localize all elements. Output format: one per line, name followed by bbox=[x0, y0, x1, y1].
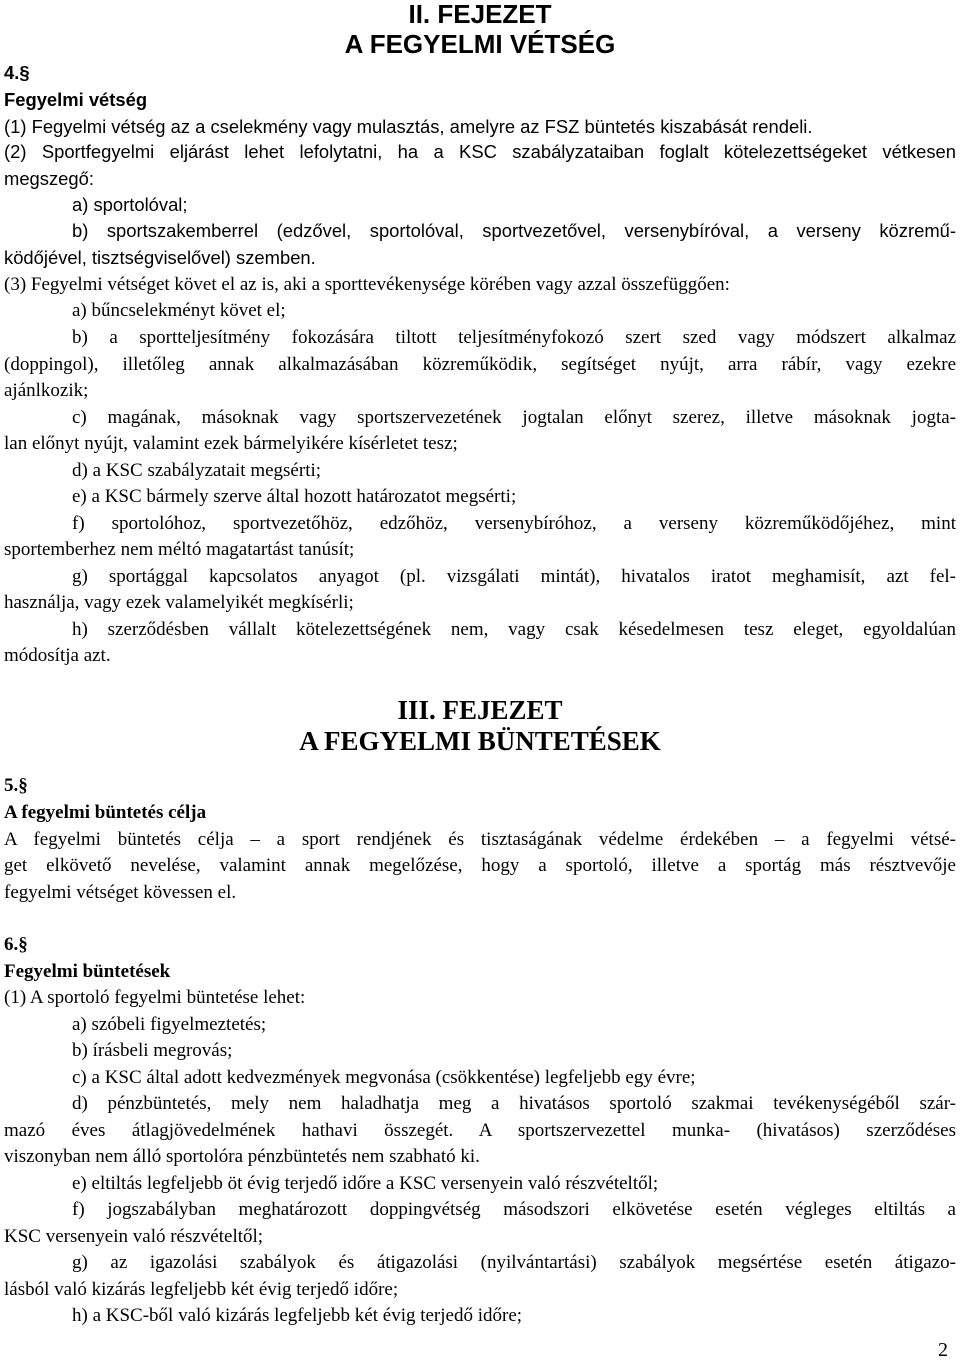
list-item: a) sportolóval; bbox=[72, 194, 188, 215]
list-item: a) bűncselekményt követ el; bbox=[72, 300, 286, 321]
list-item: d) a KSC szabályzatait megsérti; bbox=[72, 460, 322, 481]
list-item: b) a sportteljesítmény fokozására tiltott teljesítményfokozó szert szed vagy módszert alkalmaz bbox=[72, 327, 956, 348]
list-item-continuation: viszonyban nem álló sportolóra pénzbüntetés nem szabható ki. bbox=[4, 1146, 480, 1167]
list-item-continuation: sportemberhez nem méltó magatartást tanúsít; bbox=[4, 539, 355, 560]
list-item-continuation: módosítja azt. bbox=[4, 645, 111, 666]
list-item: h) a KSC-ből való kizárás legfeljebb két évig terjedő időre; bbox=[72, 1305, 523, 1326]
list-item: c) a KSC által adott kedvezmények megvonása (csökkentése) legfeljebb egy évre; bbox=[72, 1067, 696, 1088]
chapter-subtitle: A FEGYELMI VÉTSÉG bbox=[344, 29, 616, 59]
section-heading: Fegyelmi büntetések bbox=[4, 961, 171, 982]
list-item: e) a KSC bármely szerve által hozott határozatot megsérti; bbox=[72, 486, 517, 507]
section-number: 4.§ bbox=[4, 62, 30, 83]
paragraph-line: (3) Fegyelmi vétséget követ el az is, aki a sporttevékenysége körében vagy azzal összefüggően: bbox=[4, 274, 730, 295]
chapter-title: II. FEJEZET bbox=[408, 0, 552, 29]
list-item: a) szóbeli figyelmeztetés; bbox=[72, 1014, 267, 1035]
list-item-continuation: (doppingol), illetőleg annak alkalmazásában közreműködik, segítséget nyújt, arra rábír, vagy ezekre bbox=[4, 354, 956, 375]
paragraph-line: fegyelmi vétséget kövessen el. bbox=[4, 882, 237, 903]
page-number: 2 bbox=[938, 1339, 948, 1361]
list-item-continuation: használja, vagy ezek valamelyikét megkísérli; bbox=[4, 592, 354, 613]
list-item: b) írásbeli megrovás; bbox=[72, 1040, 233, 1061]
list-item: f) jogszabályban meghatározott doppingvétség másodszori elkövetése esetén végleges eltiltás a bbox=[72, 1199, 956, 1220]
list-item: d) pénzbüntetés, mely nem haladhatja meg a hivatásos sportoló szakmai tevékenységéből szár- bbox=[72, 1093, 956, 1114]
list-item-continuation: lan előnyt nyújt, valamint ezek bármelyikére kísérletet tesz; bbox=[4, 433, 458, 454]
list-item: f) sportolóhoz, sportvezetőhöz, edzőhöz, versenybíróhoz, a verseny közreműködőjéhez, mint bbox=[72, 513, 956, 534]
section-number: 5.§ bbox=[4, 775, 28, 796]
list-item-continuation: lásból való kizárás legfeljebb két évig terjedő időre; bbox=[4, 1279, 399, 1300]
paragraph-line: (1) A sportoló fegyelmi büntetése lehet: bbox=[4, 987, 306, 1008]
section-number: 6.§ bbox=[4, 934, 28, 955]
paragraph-line: megszegő: bbox=[4, 168, 94, 189]
list-item-continuation: ködőjével, tisztségviselővel) szemben. bbox=[4, 247, 316, 268]
list-item: e) eltiltás legfeljebb öt évig terjedő időre a KSC versenyein való részvételtől; bbox=[72, 1173, 659, 1194]
list-item: b) sportszakemberrel (edzővel, sportolóval, sportvezetővel, versenybíróval, a verseny közremű- bbox=[72, 220, 956, 241]
paragraph-line: A fegyelmi büntetés célja – a sport rendjének és tisztaságának védelme érdekében – a fegyelmi vétsé- bbox=[4, 829, 956, 850]
paragraph-line: (2) Sportfegyelmi eljárást lehet lefolytatni, ha a KSC szabályzataiban foglalt kötelezettségeket vétkesen bbox=[4, 141, 956, 162]
paragraph-line: get elkövető nevelése, valamint annak megelőzése, hogy a sportoló, illetve a sportág más résztvevője bbox=[4, 855, 956, 876]
paragraph-line: (1) Fegyelmi vétség az a cselekmény vagy mulasztás, amelyre az FSZ büntetés kiszabását rendeli. bbox=[4, 116, 813, 137]
chapter-subtitle: A FEGYELMI BÜNTETÉSEK bbox=[299, 726, 661, 756]
list-item: g) sportággal kapcsolatos anyagot (pl. vizsgálati mintát), hivatalos iratot meghamisít, azt fel- bbox=[72, 566, 956, 587]
list-item-continuation: mazó éves átlagjövedelmének hathavi összegét. A sportszervezettel munka- (hivatásos) szerződéses bbox=[4, 1120, 956, 1141]
list-item: g) az igazolási szabályok és átigazolási (nyilvántartási) szabályok megsértése esetén átigazo- bbox=[72, 1252, 956, 1273]
list-item: h) szerződésben vállalt kötelezettségének nem, vagy csak késedelmesen tesz eleget, egyoldalúan bbox=[72, 619, 956, 640]
section-heading: Fegyelmi vétség bbox=[4, 89, 148, 110]
chapter-title: III. FEJEZET bbox=[397, 695, 563, 725]
list-item-continuation: ajánlkozik; bbox=[4, 380, 89, 401]
list-item: c) magának, másoknak vagy sportszervezetének jogtalan előnyt szerez, illetve másoknak jogta- bbox=[72, 407, 956, 428]
list-item-continuation: KSC versenyein való részvételtől; bbox=[4, 1226, 264, 1247]
section-heading: A fegyelmi büntetés célja bbox=[4, 802, 207, 823]
